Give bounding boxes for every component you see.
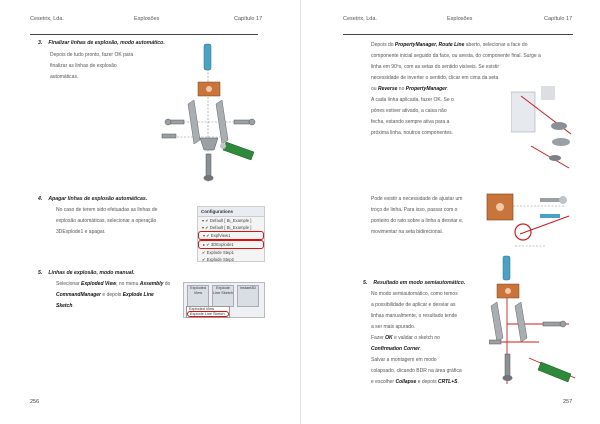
result-line-8: colapsado, clicando BDR na área gráfica <box>371 368 462 374</box>
para1-text-fragment: aberto, selecionar a face do <box>464 42 528 48</box>
result-step-text <box>371 289 491 388</box>
para1-line-8: fecha, estando sempre ativa para a <box>371 119 450 125</box>
result-step-title: Resultado em modo semiautomático. <box>373 280 466 286</box>
result-step-heading <box>363 280 465 286</box>
para1-text-fragment: . <box>446 86 449 92</box>
step3-line-3: automáticas. <box>50 74 79 80</box>
kw-confirmation-corner: Confirmation Corner <box>371 346 420 352</box>
result-line-4: a ser mais apurado. <box>371 324 416 330</box>
step5-line-3 <box>56 301 182 312</box>
kw-exploded-view: Exploded View <box>81 281 117 287</box>
step4-title: Apagar linhas de explosão automáticas. <box>48 196 148 202</box>
result-text-fragment: . <box>457 379 459 385</box>
result-line-1: No modo semiautomático, como temos <box>371 291 458 297</box>
explode-line-sketch-button[interactable] <box>212 285 234 307</box>
para2-line-1: Pode existir a necessidade de ajustar um <box>371 196 463 202</box>
configurations-panel <box>197 206 265 262</box>
step5-line-2 <box>56 290 182 301</box>
step5-text-fragment: , no menu <box>116 281 140 287</box>
left-header-rule <box>30 34 258 35</box>
explode-line-sketch-button-label: Explode Line Sketch <box>213 286 233 295</box>
adjust-line-paragraph <box>371 194 503 238</box>
step4-line-1: No caso de terem sido efetuadas as linhas de <box>56 207 158 213</box>
step4-line-3: 3DExplode1 e apagar. <box>56 229 106 235</box>
left-header-author: Cesetrix, Lda. <box>30 16 64 22</box>
left-header-chapter: Capítulo 17 <box>234 16 263 22</box>
step3-line-1: Depois de tudo pronto, fazer OK para <box>50 52 134 58</box>
step5-text <box>56 279 182 312</box>
para1-line-7: pónes estiver ativado, a caixa não <box>371 108 447 114</box>
result-text-fragment: . <box>419 346 422 352</box>
right-header-author: Cesetrix, Lda. <box>343 16 377 22</box>
explode-dropdown-menu <box>186 306 230 318</box>
kw-reverse: Reverse <box>377 86 398 92</box>
menu-item-exploded-view[interactable]: Exploded View <box>189 307 215 311</box>
config-row-explview[interactable]: ▾ ✔ ExplView1 <box>198 231 264 240</box>
kw-commandmanager: CommandManager <box>56 292 102 298</box>
step3-line-2: finalizar as linhas de explosão <box>50 63 117 69</box>
step4-line-2: explosão automáticas, selecionar a operação <box>56 218 157 224</box>
step5-text-fragment: Selecionar <box>56 281 82 287</box>
step4-text <box>56 205 157 238</box>
step5-title: Linhas de explosão, modo manual. <box>48 270 135 276</box>
instant3d-button-label: Instant3D <box>239 286 257 290</box>
config-row-3dexplode1[interactable]: ▸ ✔ 3DExplode1 <box>198 240 264 249</box>
result-line-7: Salvar a montagem em modo <box>371 357 437 363</box>
para1-line-2: componente inicial seguido da face, ou aresta, do componente final. Surge a <box>371 53 541 59</box>
kw-propertymanager-route-line: PropertyManager, Route Line <box>394 42 465 48</box>
exploded-assembly-figure <box>160 42 270 192</box>
kw-sketch: Sketch <box>56 303 73 309</box>
step5-text-fragment: e depois <box>101 292 123 298</box>
step3-heading <box>38 40 165 46</box>
right-page-number: 257 <box>563 399 573 405</box>
step5-line-1 <box>56 279 182 290</box>
left-page-number: 256 <box>30 399 40 405</box>
route-line-figure <box>511 86 583 176</box>
result-line-9 <box>371 377 491 388</box>
final-assembly-figure <box>489 254 585 394</box>
step3-number: 3. <box>38 40 43 46</box>
para2-line-4: movimentar na seta bidirecional. <box>371 229 443 235</box>
para1-line-3: linha em 90ºs, com as setas do sentido visíveis. Se existir <box>371 64 499 70</box>
result-line-2: a possibilidade de aplicar e desviar as <box>371 302 456 308</box>
configurations-panel-title: Configurations <box>198 207 264 217</box>
result-text-fragment: e depois <box>416 379 438 385</box>
right-header-section: Explosões <box>447 16 473 22</box>
step5-heading <box>38 270 135 276</box>
result-line-5 <box>371 333 491 344</box>
assembly-toolbar <box>183 282 265 318</box>
result-step-number: 5. <box>363 280 368 286</box>
para1-text-fragment: ou <box>371 86 378 92</box>
right-header-chapter: Capítulo 17 <box>544 16 573 22</box>
config-row[interactable]: ✔ Explode Step2 <box>202 257 234 262</box>
step4-number: 4. <box>38 196 43 202</box>
step4-heading <box>38 196 147 202</box>
para2-line-2: troço de linha. Para isso, passar com o <box>371 207 458 213</box>
right-page <box>300 0 600 424</box>
kw-collapse: Collapse <box>395 379 417 385</box>
instant3d-button[interactable] <box>237 285 259 307</box>
para2-line-3: ponteiro do rato sobre a linha a desviar e, <box>371 218 464 224</box>
kw-explode-line: Explode Line <box>122 292 154 298</box>
para1-line-6: A cada linha aplicada, fazer OK. Se o <box>371 97 454 103</box>
kw-ok: OK <box>385 335 393 341</box>
left-header-section: Explosões <box>134 16 160 22</box>
config-row[interactable]: ▾ ✔ Default [ Bi_Example ] <box>202 218 252 223</box>
para1-text-fragment: no <box>397 86 406 92</box>
step5-number: 5. <box>38 270 43 276</box>
result-line-3: linhas manualmente, o resultado tende <box>371 313 458 319</box>
step3-title: Finalizar linhas de explosão, modo automático. <box>48 40 165 46</box>
result-line-6 <box>371 344 491 355</box>
kw-assembly: Assembly <box>139 281 164 287</box>
kw-propertymanager: PropertyManager <box>405 86 447 92</box>
step3-text <box>50 50 133 83</box>
para1-line-4: necessidade de inverter o sentido, clicar em cima da seta <box>371 75 499 81</box>
right-header-rule <box>343 34 573 35</box>
config-row[interactable]: ✔ Explode Step1 <box>202 250 234 255</box>
para1-line-1 <box>371 40 571 51</box>
result-text-fragment: Fazer <box>371 335 386 341</box>
para1-text-fragment: Depois do <box>371 42 395 48</box>
step5-text-fragment: . <box>72 303 74 309</box>
exploded-view-button[interactable] <box>187 285 209 307</box>
result-text-fragment: e escolher <box>371 379 396 385</box>
para1-line-9: próxima linha, noutros componentes. <box>371 130 453 136</box>
config-row[interactable]: ▾ ✔ Default [ Bi_Example ] <box>202 225 252 230</box>
menu-item-explode-line-sketch[interactable]: Explode Line Sketch <box>187 311 229 317</box>
exploded-view-button-label: Exploded View <box>190 286 206 295</box>
adjust-line-figure <box>485 186 571 252</box>
kw-ctrl-s: CRTL+S <box>438 379 458 385</box>
step5-text-fragment: do <box>163 281 171 287</box>
result-text-fragment: e validar o sketch no <box>392 335 440 341</box>
